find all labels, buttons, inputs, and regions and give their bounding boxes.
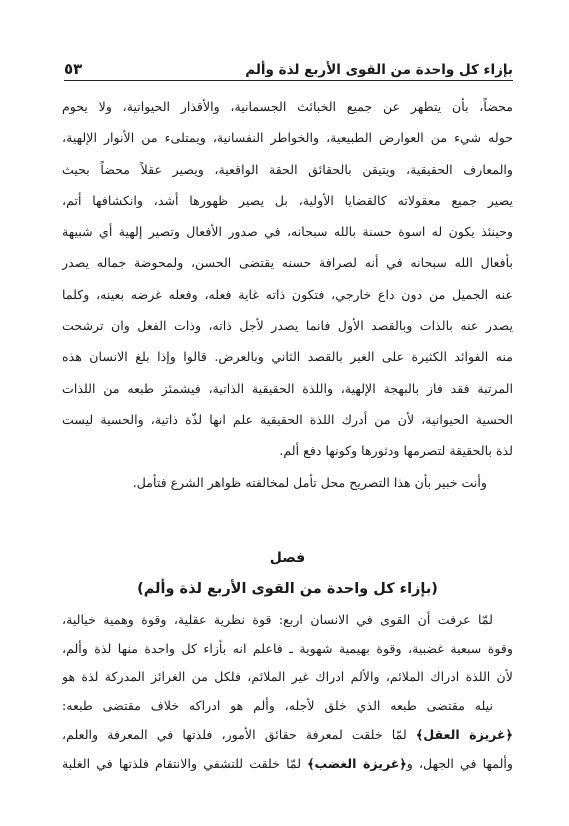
text-line: منه الفوائد الكثيرة على الغير بالقصد الثاني وبالعرض. قالوا وإذا بلغ الانسان هذه bbox=[62, 349, 513, 365]
text-line: وحينئذ يكون له اسوة حسنة بالله سبحانه، في صدور الأفعال وتصير إلهية أي شبيهة bbox=[62, 224, 513, 240]
text-line: نيله مقتضى طبعه الذي خلق لأجله، وألم هو ادراكه خلاف مقتضى طبعه: bbox=[62, 698, 493, 714]
term-intellect: ﴿غريزة العقل﴾ bbox=[415, 727, 513, 743]
line-rest: لمّا خلقت للتشفي والانتقام فلذتها في الغلبة bbox=[62, 755, 308, 771]
text-line: حوله شيء من العوارض الطبيعية، والخواطر النفسانية، ويمتلىء من الأنوار الإلهية، bbox=[62, 130, 513, 146]
line-start: وألمها في الجهل، و bbox=[406, 755, 513, 771]
page-number: ٥٣ bbox=[64, 60, 83, 78]
body-text bbox=[62, 91, 513, 779]
text-line: عنه الجميل من دون داع خارجي، فتكون ذاته غاية فعله، وفعله غرضه بعينه، وكلما bbox=[62, 286, 513, 302]
text-line: بأفعال الله سبحانه في أنه لصرافة حسنه يقتضى الحسن، ولمحوضة جماله يصدر bbox=[62, 255, 513, 271]
text-line: وأنت خبير بأن هذا التصريح محل تأمل لمخالفته ظواهر الشرع فتأمل. bbox=[132, 474, 487, 490]
running-title: بإزاء كل واحدة من القوى الأربع لذة وألم bbox=[245, 62, 513, 78]
section-subtitle: (بإزاء كل واحدة من القوى الأربع لذة وألم) bbox=[137, 580, 438, 597]
section-title: فصل bbox=[269, 549, 306, 566]
text-line: المرتبة فقد فاز بالبهجة الإلهية، واللذة الحقيقية الذاتية، فيشمئز طبعه من اللذات bbox=[62, 380, 513, 396]
header-divider bbox=[64, 80, 513, 81]
section-spacer bbox=[62, 498, 513, 544]
term-anger: ﴿غريزة الغضب﴾ bbox=[307, 755, 407, 771]
paragraph-2 bbox=[62, 467, 513, 498]
paragraph-1 bbox=[62, 91, 513, 467]
text-line bbox=[62, 750, 513, 779]
text-line: يصدر عنه بالذات وبالقصد الأول فانما يصدر لأجل ذاته، وذات الفعل وان ترشحت bbox=[62, 318, 513, 334]
text-line: الحسية الحيوانية، لأن من أدرك اللذة الحقيقية علم انها لذّة ذاتية، والحسية ليست bbox=[62, 411, 513, 427]
line-rest: لمّا خلقت لمعرفة حقائق الأمور، فلذتها في المعرفة والعلم، bbox=[62, 727, 416, 743]
page-header bbox=[64, 52, 513, 78]
text-line: لأن اللذة ادراك الملائم، والألم ادراك غير الملائم، فلكل من الغرائز المدركة لذة هو bbox=[62, 669, 513, 685]
text-line: والمعارف الحقيقية، ويتيقن بالحقائق الحقة الواقعية، ويصير عقلاً محضاً بحيث bbox=[62, 161, 513, 177]
text-line: محضاً، بأن يتطهر عن جميع الخبائث الجسمانية، والأقذار الحيوانية، ولا يحوم bbox=[62, 99, 513, 114]
section-body bbox=[62, 606, 513, 779]
text-line: لذة بالحقيقة لتصرمها ودثورها وكونها دفع ألم. bbox=[279, 443, 513, 459]
text-line: وقوة سبعية غضبية، وقوة بهيمية شهوية ـ فاعلم انه بأزاء كل واحدة منها لذة وألم، bbox=[62, 640, 513, 656]
text-line: يصير جميع معقولاته كالقضايا الأولية، بل يصير ظهورها أشد، وانكشافها أتم، bbox=[62, 192, 513, 208]
text-line: لمّا عرفت أن القوى في الانسان اربع: قوة نظرية عقلية، وقوة وهمية خيالية، bbox=[62, 611, 493, 627]
text-line bbox=[62, 721, 513, 750]
